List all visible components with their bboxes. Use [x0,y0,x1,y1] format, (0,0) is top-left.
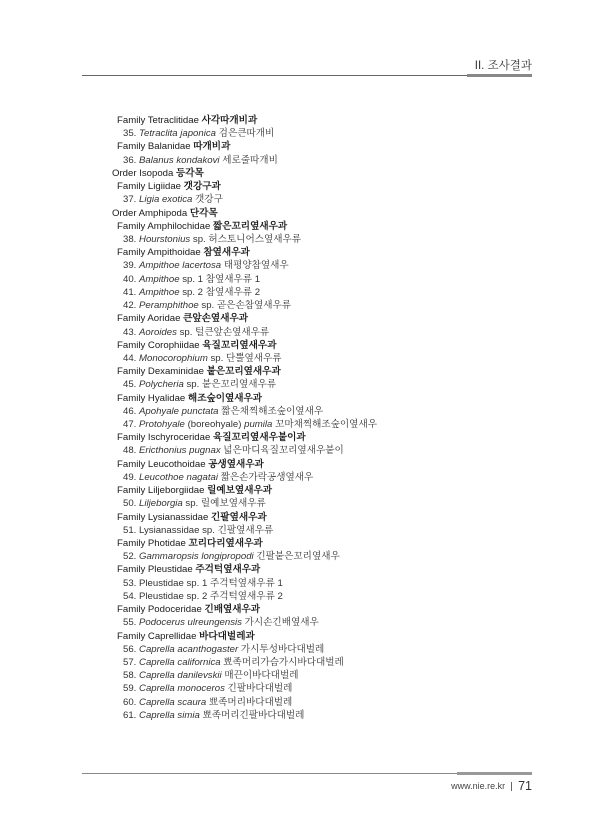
species-korean-name: 짧은채찍해조숲이옆새우 [221,405,324,417]
species-scientific-name: Aoroides [139,326,177,338]
species-scientific-name: Polycheria [139,379,184,391]
species-item [112,299,552,312]
species-qualifier: sp. [185,498,199,510]
species-scientific-name: Ampithoe [139,286,180,298]
species-number: 55. [123,617,137,629]
species-item [112,696,552,709]
species-qualifier: sp. 1 [182,273,204,285]
family-heading [112,114,552,127]
species-item [112,273,552,286]
species-number: 51. [123,524,137,536]
species-scientific-name: Tetraclita japonica [139,128,216,140]
species-korean-name: 매끈이바다대벌레 [224,670,299,682]
family-name: Family Dexaminidae [117,366,204,378]
footer-separator [511,782,512,791]
species-korean-name: 가시손긴배옆새우 [244,617,319,629]
species-item [112,643,552,656]
species-scientific-name: Liljeborgia [139,498,183,510]
family-name: Family Photidae [117,538,186,549]
family-heading [112,180,552,193]
family-heading [112,458,552,471]
species-item [112,286,552,299]
family-name: Family Ligiidae [117,181,181,193]
species-item [112,127,552,140]
species-korean-name: 긴팔붙은꼬리옆새우 [256,551,340,563]
family-heading [112,603,552,616]
species-korean-name: 뾰족머리바다대벌레 [208,696,293,708]
species-korean-name: 릴예보옆새우류 [200,498,266,510]
species-korean-name: 허스토니어스옆새우류 [208,233,302,245]
order-korean-name: 단각목 [189,207,218,219]
order-name: Order Amphipoda [112,207,188,219]
species-scientific-name: Leucothoe nagatai [139,471,218,483]
family-heading [112,630,552,643]
species-qualifier: Pleustidae sp. 2 [139,590,208,602]
species-item [112,616,552,629]
species-scientific-name: Protohyale [139,419,185,431]
species-qualifier: sp. [179,326,193,338]
species-item [112,418,552,431]
family-name: Family Pleustidae [117,564,193,576]
family-name: Family Leucothoidae [117,458,206,470]
header-rule-accent [467,74,532,77]
species-number: 48. [123,445,137,457]
species-item [112,405,552,418]
species-qualifier: sp. [201,300,215,312]
family-korean-name: 릴예보옆새우과 [207,485,272,497]
family-name: Family Liljeborgiidae [117,485,205,497]
footer-rule-accent [457,772,532,775]
species-scientific-name: Podocerus ulreungensis [139,617,242,629]
species-scientific-name: Monocorophium [139,352,208,364]
species-korean-name: 넓은마디육질꼬리옆새우붙이 [223,445,344,457]
species-scientific-name: Caprella simia [139,709,200,721]
header-rule [82,75,532,76]
species-korean-name: 주걱턱옆새우류 2 [209,590,283,602]
family-korean-name: 짧은꼬리옆새우과 [213,220,288,232]
species-korean-name: 꼬마채찍해조숲이옆새우 [275,419,377,431]
family-heading [112,392,552,405]
family-korean-name: 바다대벌레과 [199,630,255,642]
family-name: Family Balanidae [117,141,191,153]
species-number: 57. [123,656,137,668]
species-scientific-name: Ampithoe lacertosa [139,260,222,272]
order-heading [112,207,552,220]
family-heading [112,484,552,497]
order-heading [112,167,552,180]
family-korean-name: 육질꼬리옆새우붙이과 [212,432,306,444]
species-scientific-name: Hourstonius [139,233,191,245]
page-number: 71 [518,779,532,793]
species-qualifier: sp. [192,233,206,245]
species-number: 58. [123,670,137,682]
family-heading [112,365,552,378]
family-name: Family Ischyroceridae [117,432,211,444]
species-korean-name: 털큰앞손옆새우류 [195,326,270,338]
species-scientific-name: Balanus kondakovi [139,154,220,166]
order-korean-name: 등각목 [176,167,204,179]
species-scientific-name: Caprella scaura [139,696,207,708]
family-korean-name: 따개비과 [193,141,231,153]
family-korean-name: 해조숲이옆새우과 [187,392,263,404]
family-name: Family Lysianassidae [117,511,209,523]
species-item [112,524,552,537]
species-number: 36. [123,154,137,166]
species-scientific-name: Peramphithoe [139,300,199,312]
species-item [112,154,552,167]
family-korean-name: 주걱턱옆새우과 [195,564,261,576]
family-heading [112,563,552,576]
species-korean-name: 긴팔바다대벌레 [227,683,293,695]
species-item [112,577,552,590]
order-name: Order Isopoda [112,167,174,179]
family-heading [112,140,552,153]
species-korean-name: 참옆새우류 2 [205,286,261,298]
species-number: 59. [123,683,137,695]
family-name: Family Corophiidae [117,339,200,351]
species-item [112,444,552,457]
species-number: 39. [123,260,137,272]
species-item [112,669,552,682]
species-number: 54. [123,590,137,602]
species-korean-name: 가시투성바다대벌레 [240,643,325,655]
species-item [112,378,552,391]
family-korean-name: 갯강구과 [183,181,221,193]
species-item [112,259,552,272]
species-item [112,233,552,246]
family-name: Family Caprellidae [117,630,197,642]
species-number: 50. [123,498,137,510]
species-number: 53. [123,577,137,589]
species-number: 37. [123,194,137,206]
family-heading [112,312,552,325]
family-heading [112,511,552,524]
family-korean-name: 긴팔옆새우과 [211,511,267,523]
family-name: Family Hyalidae [117,392,186,404]
species-item [112,590,552,603]
species-item [112,682,552,695]
species-item [112,193,552,206]
species-scientific-name: Caprella monoceros [139,683,225,695]
species-scientific-name: Apohyale punctata [139,405,219,417]
family-korean-name: 꼬리다리옆새우과 [188,538,263,549]
species-number: 43. [123,326,137,338]
family-name: Family Podoceridae [117,604,202,616]
species-qualifier: sp. [186,379,200,391]
species-number: 52. [123,551,137,563]
species-number: 49. [123,471,137,483]
species-korean-name: 뾰족머리긴팔바다대벌레 [202,709,305,721]
family-name: Family Amphilochidae [117,220,211,232]
species-number: 47. [123,419,137,431]
species-number: 60. [123,696,137,708]
page-footer [451,779,532,793]
species-number: 61. [123,709,137,721]
species-scientific-name: Caprella californica [139,656,221,668]
family-heading [112,431,552,444]
species-korean-name: 단뿔옆새우류 [225,352,282,364]
species-qualifier: Lysianassidae sp. [139,524,215,536]
species-item [112,656,552,669]
family-korean-name: 붙은꼬리옆새우과 [206,366,281,378]
species-number: 44. [123,352,137,364]
species-scientific-name: Ericthonius pugnax [139,445,221,457]
species-korean-name: 곧은손참옆새우류 [216,300,292,312]
species-number: 42. [123,300,137,312]
species-scientific-name: Ligia exotica [139,194,193,206]
species-korean-name: 태평양참옆새우 [223,260,289,272]
family-korean-name: 공생옆새우과 [208,458,264,470]
family-heading [112,246,552,259]
species-qualifier: sp. [210,352,224,364]
species-number: 41. [123,286,137,298]
family-name: Family Tetraclitidae [117,115,199,126]
species-qualifier: Pleustidae sp. 1 [139,577,208,589]
family-korean-name: 참옆새우과 [203,247,250,259]
species-scientific-name: Caprella acanthogaster [139,643,239,655]
species-korean-name: 세로줄따개비 [222,154,278,166]
species-scientific-name-epithet: pumila [244,419,273,431]
species-item [112,471,552,484]
species-number: 45. [123,379,137,391]
species-item [112,550,552,563]
species-scientific-name: Ampithoe [139,273,180,285]
family-korean-name: 큰앞손옆새우과 [183,313,248,325]
species-number: 35. [123,128,137,140]
species-scientific-name: Caprella danilevskii [139,670,222,682]
family-korean-name: 사각따개비과 [201,115,258,126]
species-korean-name: 검은큰따개비 [218,128,275,140]
footer-url: www.nie.re.kr [451,781,506,791]
species-item [112,352,552,365]
section-title: II. 조사결과 [474,60,532,72]
family-heading [112,220,552,233]
species-korean-name: 붙은꼬리옆새우류 [201,379,277,391]
species-qualifier: sp. 2 [182,286,204,298]
species-list [112,114,552,722]
family-korean-name: 육질꼬리옆새우과 [202,339,277,351]
family-name: Family Ampithoidae [117,247,201,259]
species-number: 56. [123,643,137,655]
species-scientific-name: Gammaropsis longipropodi [139,551,254,563]
family-heading [112,339,552,352]
family-name: Family Aoridae [117,313,181,325]
family-heading [112,537,552,550]
page-header [0,0,614,80]
species-item [112,326,552,339]
species-korean-name: 참옆새우류 1 [205,273,261,285]
species-korean-name: 주걱턱옆새우류 1 [209,577,283,589]
species-korean-name: 갯강구 [195,194,223,206]
species-korean-name: 긴팔옆새우류 [217,524,274,536]
species-item [112,709,552,722]
species-number: 40. [123,273,137,285]
species-number: 46. [123,405,137,417]
species-number: 38. [123,233,137,245]
species-qualifier: (boreohyale) [187,419,242,431]
family-korean-name: 긴배옆새우과 [204,604,261,616]
species-item [112,497,552,510]
species-korean-name: 뾰족머리가슴가시바다대벌레 [223,656,344,668]
species-korean-name: 짧은손가락공생옆새우 [220,471,314,483]
